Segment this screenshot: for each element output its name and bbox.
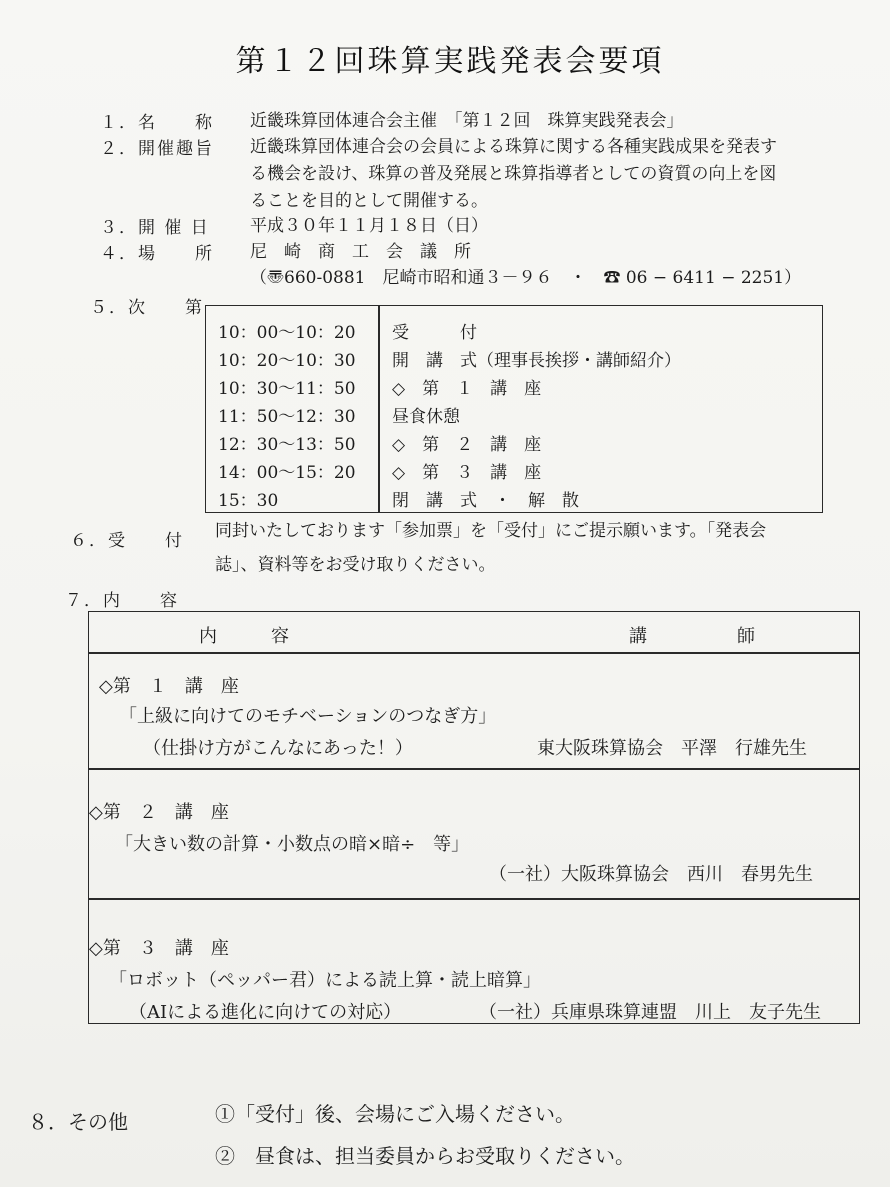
lecture-lecturer: （一社）兵庫県珠算連盟 川上 友子先生 <box>479 1002 821 1023</box>
lecture-lecturer: 東大阪珠算協会 平澤 行雄先生 <box>537 738 807 759</box>
lecture-topic: 「大きい数の計算・小数点の暗×暗÷ 等」 <box>115 834 470 855</box>
contents-rule <box>89 768 859 770</box>
schedule-event: 昼食休憩 <box>392 407 460 427</box>
item-reception-label: ６．受 付 <box>70 531 184 551</box>
item-venue-label: ４．場 所 <box>100 244 214 264</box>
contents-table <box>88 611 860 1024</box>
item-reception-line: 誌」、資料等をお受け取りください。 <box>215 555 496 575</box>
schedule-time: 14：00～15：20 <box>218 463 356 483</box>
contents-rule <box>89 652 859 654</box>
item-name-value: 近畿珠算団体連合会主催 「第１２回 珠算実践発表会」 <box>250 111 684 131</box>
lecture-topic: 「ロボット（ペッパー君）による読上算・読上暗算」 <box>109 970 541 991</box>
schedule-time: 10：20～10：30 <box>218 351 356 371</box>
schedule-event: 受 付 <box>392 323 477 343</box>
schedule-divider <box>378 306 380 512</box>
schedule-time: 10：00～10：20 <box>218 323 356 343</box>
schedule-event: ◇ 第 ２ 講 座 <box>392 435 542 455</box>
item-reception-line: 同封いたしております「参加票」を「受付」にご提示願います。「発表会 <box>215 521 767 541</box>
item-purpose-label: ２．開催趣旨 <box>100 139 214 159</box>
lecture-lecturer: （一社）大阪珠算協会 西川 春男先生 <box>489 864 813 885</box>
item-purpose-line: る機会を設け、珠算の普及発展と珠算指導者としての資質の向上を図 <box>250 164 777 184</box>
item-other-line: ② 昼食は、担当委員からお受取りください。 <box>215 1144 635 1168</box>
schedule-event: 閉 講 式 ・ 解 散 <box>392 491 579 511</box>
schedule-time: 15：30 <box>218 491 279 511</box>
schedule-event: ◇ 第 ３ 講 座 <box>392 463 542 483</box>
lecture-subtitle: （AIによる進化に向けての対応） <box>129 1002 402 1023</box>
contents-header-content: 内 容 <box>199 626 289 647</box>
item-purpose-line: ることを目的として開催する。 <box>250 191 488 211</box>
lecture-topic: 「上級に向けてのモチベーションのつなぎ方」 <box>119 706 497 727</box>
schedule-event: 開 講 式（理事長挨拶・講師紹介） <box>392 351 681 371</box>
contents-rule <box>89 898 859 900</box>
item-venue-address: （〠660-0881 尼崎市昭和通３－９６ ・ ☎ 06 − 6411 − 2251） <box>250 268 802 288</box>
lecture-heading: ◇第 １ 講 座 <box>99 676 239 697</box>
schedule-table <box>205 305 823 513</box>
lecture-heading: ◇第 ２ 講 座 <box>89 802 229 823</box>
page-title: 第１２回珠算実践発表会要項 <box>235 44 665 79</box>
item-schedule-label: ５．次 第 <box>90 298 204 318</box>
lecture-heading: ◇第 ３ 講 座 <box>89 938 229 959</box>
item-other-line: ①「受付」後、会場にご入場ください。 <box>215 1102 575 1126</box>
contents-header-lecturer: 講 師 <box>629 626 755 647</box>
schedule-event: ◇ 第 １ 講 座 <box>392 379 542 399</box>
lecture-subtitle: （仕掛け方がこんなにあった！） <box>143 738 413 759</box>
schedule-time: 10：30～11：50 <box>218 379 356 399</box>
item-venue-value: 尼 崎 商 工 会 議 所 <box>250 242 471 262</box>
item-name-label: １．名 称 <box>100 113 214 133</box>
item-date-value: 平成３０年１１月１８日（日） <box>250 216 488 236</box>
item-contents-label: ７．内 容 <box>65 591 179 611</box>
item-other-label: ８．その他 <box>28 1110 128 1134</box>
item-date-label: ３．開 催 日 <box>100 218 210 238</box>
item-purpose-line: 近畿珠算団体連合会の会員による珠算に関する各種実践成果を発表す <box>250 137 777 157</box>
schedule-time: 12：30～13：50 <box>218 435 356 455</box>
schedule-time: 11：50～12：30 <box>218 407 356 427</box>
